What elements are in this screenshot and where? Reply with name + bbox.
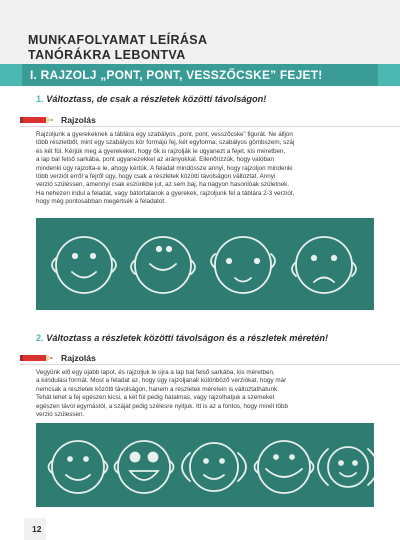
header-title-line-1: MUNKAFOLYAMAT LEÍRÁSA [28,33,208,47]
task-1-line: verzió szülessen, amennyi csak eszünkbe jut, az sem baj, ha nagyon hasonlóak születnek. [36,181,290,189]
task-1-number: 1. [36,94,44,104]
task-1-line: hogy még pontosabban megértsék a feladatot. [36,198,166,206]
chalkboard-faces-1 [36,218,374,310]
chalk-face [318,447,374,487]
section-bar [0,64,400,86]
chalk-face [182,443,246,491]
task-2-title: Változtass a részletek közötti távolságon és a részletek méretén! [46,333,329,343]
task-2-line: Vegyünk elő egy újabb lapot, és rajzoljuk le újra a lap bal felső sarkába, kis méretben, [36,369,275,376]
task-2-line: a kiindulási formát. Most a feladat az, hogy úgy rajzoljanak különböző verziókat, hogy már [36,377,287,385]
chalk-face [131,237,195,293]
pencil-icon [20,116,54,124]
task-1-activity-label: Rajzolás [61,115,96,125]
pencil-icon [20,354,54,362]
header-title-line-2: TANÓRÁKRA LEBONTVA [28,48,186,62]
task-2-line: verzió szülessen. [36,411,85,419]
page-header-title [28,33,207,63]
task-1-line: és két fül. Kérjük meg a gyerekeket, hogy ők is rajzolják le ugyanezt a fejet, kis méretben, [36,147,286,155]
task-1-line: több verziót erről a fejről úgy, hogy csak a részletek közötti távolságon változtat. Annyi [36,173,276,181]
task-2-line: nemcsak a részletek közötti távolságon, hanem a részletek méretein is változtathatunk. [36,385,279,393]
task-1-line: Rajzoljunk a gyerekeknek a táblára egy szabályos „pont, pont, vesszőcske” figurát. Ne álljon [36,131,293,138]
chalk-face [211,237,275,293]
task-1-activity-row [0,112,400,128]
activity-divider [20,126,400,127]
task-2-line: Tehát lehet a fej egészen kicsi, a két fül pedig hatalmas, vagy rajzolhatjuk a szemeket [36,394,275,402]
chalk-face [49,441,108,493]
task-2-line: egészen távol egymástól, a szájat pedig szélesre nyitjuk. Itt is az a fontos, hogy minél több [36,402,289,410]
task-2-activity-row [0,350,400,366]
task-1-line: a lap bal felső sarkába, pont ugyanezekkel az arányokkal. Ellenőrizzük, hogy valóban [36,156,275,164]
task-2-activity-label: Rajzolás [61,353,96,363]
task-1-body [36,131,374,207]
task-1-line: mindenki úgy rajzolta-e le, ahogy kértük. A feladat mindössze annyi, hogy rajzoljon mindenki [36,164,293,172]
chalk-faces-illustration-2 [36,423,374,507]
task-1-line: több részletből, mint egy szabályos kör formájú fej, két egyforma, szabályos gömbszem, száj [36,139,295,147]
chalk-faces-illustration-1 [36,218,374,310]
chalk-face [52,237,116,293]
page-number: 12 [32,524,42,534]
task-1-heading [36,94,266,104]
section-title: I. RAJZOLJ „PONT, PONT, VESSZŐCSKE” FEJET! [30,68,323,82]
task-2-body [36,369,374,419]
task-1-title: Változtass, de csak a részletek közötti távolságon! [46,94,267,104]
chalk-face [255,441,314,493]
task-2-number: 2. [36,333,44,343]
task-2-heading [36,333,328,343]
chalk-face [292,237,356,293]
task-1-line: Ha nehezen indul a feladat, vagy bátortalanok a gyerekek, rajzoljunk fel a táblára 2-3 verziót, [36,189,295,197]
chalk-face [115,441,174,493]
activity-divider [20,364,400,365]
chalkboard-faces-2 [36,423,374,507]
